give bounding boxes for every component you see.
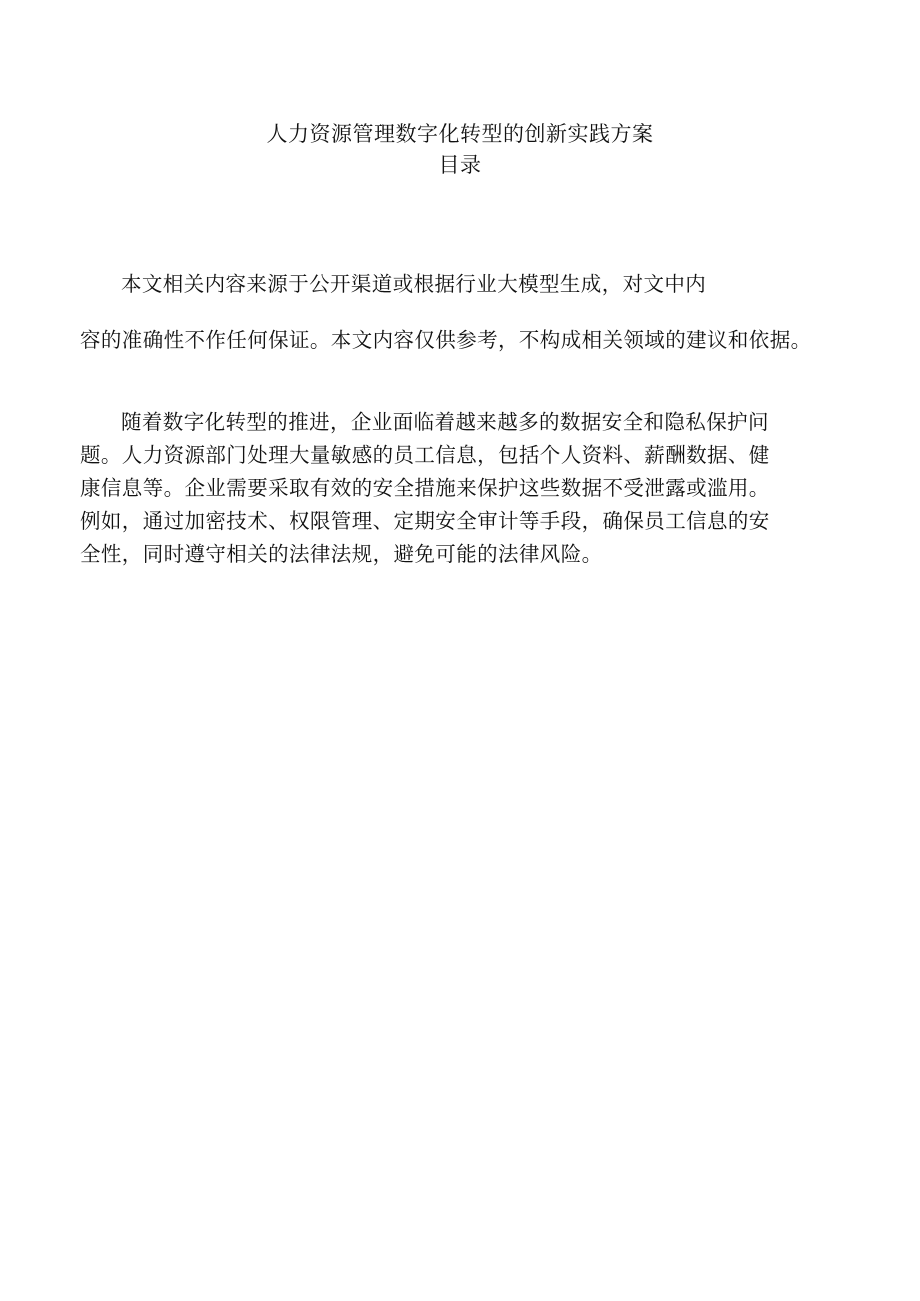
disclaimer-line-2: 容的准确性不作任何保证。本文内容仅供参考，不构成相关领域的建议和依据。 xyxy=(80,328,812,352)
toc-heading: 目录 xyxy=(438,153,482,177)
body-line-4: 例如，通过加密技术、权限管理、定期安全审计等手段，确保员工信息的安 xyxy=(80,509,770,533)
body-line-1: 随着数字化转型的推进，企业面临着越来越多的数据安全和隐私保护问 xyxy=(121,410,769,434)
body-line-3: 康信息等。企业需要采取有效的安全措施来保护这些数据不受泄露或滥用。 xyxy=(80,476,770,500)
document-title: 人力资源管理数字化转型的创新实践方案 xyxy=(266,122,654,146)
disclaimer-paragraph xyxy=(80,268,842,356)
body-paragraph xyxy=(80,406,842,571)
body-line-5: 全性，同时遵守相关的法律法规，避免可能的法律风险。 xyxy=(80,542,603,566)
disclaimer-line-1: 本文相关内容来源于公开渠道或根据行业大模型生成，对文中内 xyxy=(121,272,707,296)
body-line-2: 题。人力资源部门处理大量敏感的员工信息，包括个人资料、薪酬数据、健 xyxy=(80,443,770,467)
